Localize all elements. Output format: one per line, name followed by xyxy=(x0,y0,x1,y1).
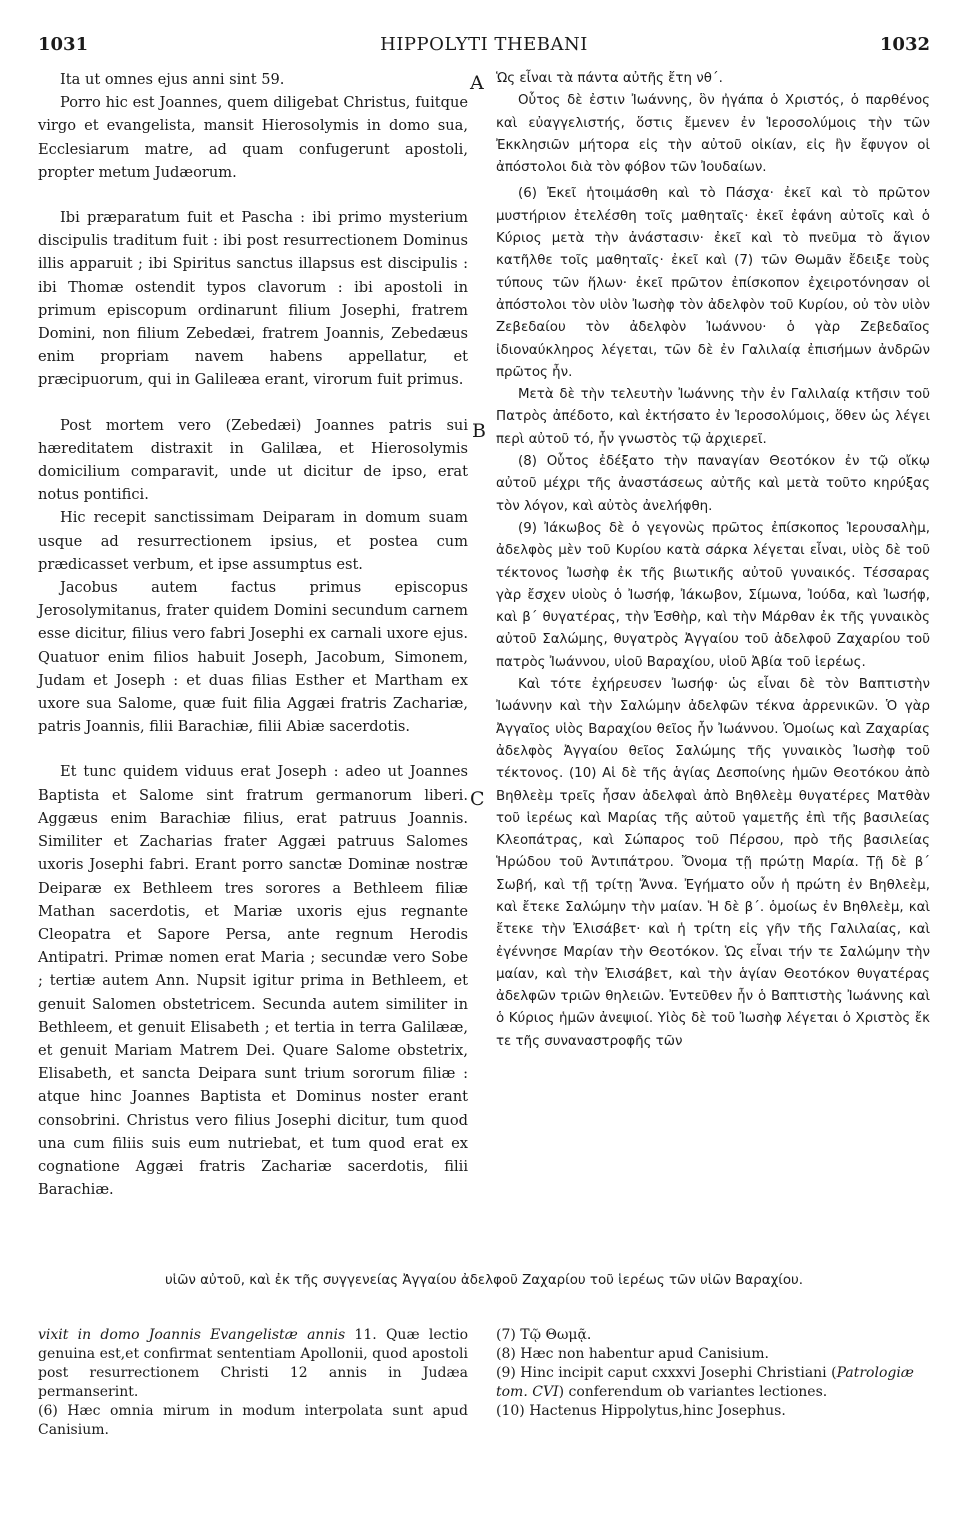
greek-column xyxy=(496,68,930,1053)
greek-wide-line: υἱῶν αὐτοῦ, καὶ ἐκ τῆς συγγενείας Ἀγγαίου ἀδελφοῦ Ζαχαρίου τοῦ ἱερέως τῶν υἱῶν Βαραχίου. xyxy=(164,1273,804,1288)
latin-paragraph: Hic recepit sanctissimam Deiparam in domum suam usque ad resurrectionem ipsius, et postea cum prædicasset verbum, et ipse assumptus est. xyxy=(38,509,468,573)
footnote-italic-text: vixit in domo Joannis Evangelistæ annis xyxy=(38,1327,346,1343)
footnote-6: (6) Hæc omnia mirum in modum interpolata sunt apud Canisium. xyxy=(38,1403,468,1438)
footnote-text: 11. Quæ lectio genuina est,et confirmat sententiam Apollonii, quod apostoli post resurrectionem Christi 12 annis in Judæa permanserint. xyxy=(38,1327,469,1400)
section-marker-a: A xyxy=(470,72,484,94)
section-marker-c: C xyxy=(470,788,485,810)
greek-paragraph: (6) Ἐκεῖ ἡτοιμάσθη καὶ τὸ Πάσχα· ἐκεῖ καὶ τὸ πρῶτον μυστήριον ἐτελέσθη τοῖς μαθηταῖς· ἐκεῖ ἐφάνη αὐτοῖς καὶ ὁ Κύριος μετὰ τὴν ἀνάστασιν· ἐκεῖ καὶ τὸ πνεῦμα τὸ ἅγιον κατῆλθε τοῖς μαθηταῖς· ἐκεῖ καὶ (7) τῶν Θωμᾶν ἔδειξε τοὺς τύπους τῶν ἥλων· ἐκεῖ πρῶτον ἐπίσκοπον ἐχειροτόνησαν οἱ ἀπόστολοι τὸν υἱὸν Ἰωσὴφ τὸν ἀδελφὸν τοῦ Κυρίου, οὐ τὸν υἱὸν Ζεβεδαίου τὸν ἀδελφὸν Ἰωάννου· ὁ γὰρ Ζεβεδαῖος ἰδιοναύκληρος λέγεται, τῶν δὲ ἐν Γαλιλαίᾳ ἐπισήμων ἀνδρῶν πρῶτος ἦν. xyxy=(496,186,930,380)
greek-paragraph: (9) Ἰάκωβος δὲ ὁ γεγονὼς πρῶτος ἐπίσκοπος Ἱερουσαλὴμ, ἀδελφὸς μὲν τοῦ Κυρίου κατὰ σάρκα λέγεται εἶναι, υἱὸς δὲ τοῦ τέκτονος Ἰωσὴφ ἐκ τῆς βιωτικῆς αὐτοῦ γυναικός. Τέσσαρας γὰρ ἔσχεν υἱοὺς ὁ Ἰωσήφ, Ἰάκωβον, Σίμωνα, Ἰούδα, καὶ Ἰωσήφ, καὶ β´ θυγατέρας, τὴν Ἐσθὴρ, καὶ τὴν Μάρθαν ἐκ τῆς γυναικὸς αὐτοῦ Σαλώμης, θυγατρὸς Ἀγγαίου τοῦ ἀδελφοῦ Ζαχαρίου τοῦ πατρὸς Ἰωάννου, υἱοῦ Βαραχίου, υἱοῦ Ἀβία τοῦ ἱερέως. xyxy=(496,520,930,670)
section-marker-b: B xyxy=(472,420,486,442)
latin-paragraph: Et tunc quidem viduus erat Joseph : adeo ut Joannes Baptista et Salome sint fratrum germanorum liberi. Aggæus enim Barachiæ filius, erat patruus Joannis. Similiter et Zacharias frater Aggæi patruus Salomes uxoris Josephi fabri. Erant porro sanctæ Dominæ nostræ Deiparæ ex Bethleem tres sorores a Bethleem filiæ Mathan sacerdotis, et Mariæ uxoris ejus regnante Cleopatra et Sapore Persa, ante regnum Herodis Antipatri. Primæ nomen erat Maria ; secundæ vero Sobe ; tertiæ autem Ann. Nupsit igitur prima in Bethleem, et genuit Salomen obstetricem. Secunda autem similiter in Bethleem, et genuit Elisabeth ; et tertia in terra Galilææ, et genuit Mariam Matrem Dei. Quare Salome obstetrix, Elisabeth, et sancta Deipara sunt trium sororum filiæ : atque hinc Joannes Baptista et Dominus noster erant consobrini. Christus vero filius Josephi dicitur, tum quod una cum filiis suis eum nutriebat, et tum quod erat ex cognatione Aggæi fratris Zachariæ sacerdotis, filii Barachiæ. xyxy=(38,763,468,1199)
footnote-7: (7) Τῷ Θωμᾷ. xyxy=(496,1327,592,1343)
footnote-9-text-end: ) conferendum ob variantes lectiones. xyxy=(558,1384,828,1400)
left-column-number: 1031 xyxy=(38,34,89,55)
right-column-number: 1032 xyxy=(879,34,930,55)
latin-paragraph: Ibi præparatum fuit et Pascha : ibi primo mysterium discipulis traditum fuit : ibi post resurrectionem Dominus illis apparuit ; ibi Spiritus sanctus illapsus est discipulis : ibi Thomæ ostendit typos clavorum : ibi apostoli in primum episcopum ordinarunt filium Josephi, fratrem Domini, non filium Zebedæi, fratrem Joannis, Zebedæus enim propriam navem habens appellatur, et præcipuorum, qui in Galileæa erant, virorum fuit primus. xyxy=(38,209,468,389)
latin-column xyxy=(38,68,468,1201)
latin-paragraph: Ita ut omnes ejus anni sint 59. xyxy=(60,71,285,88)
running-title: HIPPOLYTI THEBANI xyxy=(380,34,588,55)
greek-paragraph: (8) Οὗτος ἐδέξατο τὴν παναγίαν Θεοτόκον ἐν τῷ οἴκῳ αὐτοῦ μέχρι τῆς ἀναστάσεως αὐτῆς καὶ μετὰ τοῦτο κηρύξας τὸν λόγον, καὶ αὐτὸς ἀνελήφθη. xyxy=(496,454,930,514)
footnote-9: (9) Hinc incipit caput cxxxvi Josephi Christiani (Patrologiæ tom. CVI) conferendum ob variantes lectiones. xyxy=(496,1365,914,1400)
running-header xyxy=(38,34,930,58)
greek-paragraph: Οὗτος δὲ ἐστιν Ἰωάννης, ὃν ἠγάπα ὁ Χριστός, ὁ παρθένος καὶ εὐαγγελιστής, ὅστις ἔμενεν ἐν Ἱεροσολύμοις τὴν τῶν Ἐκκλησιῶν μήτορα εἰς τὴν αὐτοῦ οἰκίαν, εἰς ἣν ἔφυγον οἱ ἀπόστολοι διὰ τὸν φόβον τῶν Ἰουδαίων. xyxy=(496,93,930,176)
footnote-10: (10) Hactenus Hippolytus,hinc Josephus. xyxy=(496,1403,786,1419)
latin-paragraph: Jacobus autem factus primus episcopus Jerosolymitanus, frater quidem Domini secundum carnem esse dicitur, filius vero fabri Josephi ex carnali uxore ejus. Quatuor enim filios habuit Joseph, Jacobum, Simonem, Judam et Joseph : et duas filias Esther et Martham ex uxore sua Salome, quæ fuit filia Aggæi fratris Zachariæ, patris Joannis, filii Barachiæ, filii Abiæ sacerdotis. xyxy=(38,579,468,736)
footnotes-left xyxy=(38,1326,468,1440)
footnote-8: (8) Hæc non habentur apud Canisium. xyxy=(496,1346,769,1362)
footnote-9-italic: Patrologiæ tom. CVI xyxy=(496,1365,914,1400)
latin-paragraph: Post mortem vero (Zebedæi) Joannes patris sui hæreditatem distraxit in Galilæa, et Hierosolymis domicilium comparavit, unde ut dicitur de ipso, erat notus pontifici. xyxy=(38,416,468,504)
latin-paragraph: Porro hic est Joannes, quem diligebat Christus, fuitque virgo et evangelista, mansit Hierosolymis in domo sua, Ecclesiarum matre, ad quam confugerunt apostoli, propter metum Judæorum. xyxy=(38,94,468,181)
footnotes-right xyxy=(496,1326,930,1421)
greek-paragraph: Μετὰ δὲ τὴν τελευτὴν Ἰωάννης τὴν ἐν Γαλιλαίᾳ κτῆσιν τοῦ Πατρὸς ἀπέδοτο, καὶ ἐκτήσατο ἐν Ἱεροσολύμοις, ὅθεν ὡς λέγει περὶ αὐτοῦ τό, ἦν γνωστὸς τῷ ἀρχιερεῖ. xyxy=(496,387,930,447)
greek-paragraph: Ὡς εἶναι τὰ πάντα αὐτῆς ἔτη νθ´. xyxy=(496,71,723,86)
greek-paragraph: Καὶ τότε ἐχήρευσεν Ἰωσήφ· ὡς εἶναι δὲ τὸν Βαπτιστὴν Ἰωάννην καὶ τὴν Σαλώμην ἀδελφῶν τέκνα ἀρρενικῶν. Ὁ γὰρ Ἀγγαῖος υἱὸς Βαραχίου θεῖος ἦν Ἰωάννου. Ὁμοίως καὶ Ζαχαρίας ἀδελφὸς Ἀγγαίου θεῖος Σαλώμης τῆς γυναικὸς Ἰωσὴφ τοῦ τέκτονος. (10) Αἱ δὲ τῆς ἁγίας Δεσποίνης ἡμῶν Θεοτόκου ἀπὸ Βηθλεὲμ τρεῖς ἦσαν ἀδελφαὶ ἀπὸ Βηθλεὲμ θυγατέρες Ματθὰν τοῦ ἱερέως καὶ Μαρίας τῆς αὐτοῦ γαμετῆς ἐπὶ τῆς βασιλείας Κλεοπάτρας, καὶ Σώπαρος τοῦ Πέρσου, πρὸ τῆς βασιλείας Ἡρώδου τοῦ Ἀντιπάτρου. Ὄνομα τῇ πρώτῃ Μαρία. Τῇ δὲ β´ Σωβή, καὶ τῇ τρίτῃ Ἄννα. Ἐγήματο οὖν ἡ πρώτη ἐν Βηθλεὲμ, καὶ ἔτεκε Σαλώμην τὴν μαίαν. Ἡ δὲ β´. ὁμοίως ἐν Βηθλεὲμ, καὶ ἔτεκε τὴν Ἐλισάβετ· καὶ ἡ τρίτη εἰς γῆν τῆς Γαλιλαίας, καὶ ἐγέννησε Μαρίαν τὴν Θεοτόκον. Ὡς εἶναι τήν τε Σαλώμην τὴν μαίαν, καὶ τὴν Ἐλισάβετ, καὶ τὴν ἁγίαν Θεοτόκον θυγατέρας ἀδελφῶν τριῶν θηλειῶν. Ἐντεῦθεν ἦν ὁ Βαπτιστὴς Ἰωάννης καὶ ὁ Κύριος ἡμῶν ἀνεψιοί. Υἱὸς δὲ τοῦ Ἰωσὴφ λέγεται ὁ Χριστὸς ἔκ τε τῆς συναναστροφῆς τῶν xyxy=(496,677,930,1049)
footnote-9-text: (9) Hinc incipit caput cxxxvi Josephi Christiani xyxy=(496,1365,827,1381)
